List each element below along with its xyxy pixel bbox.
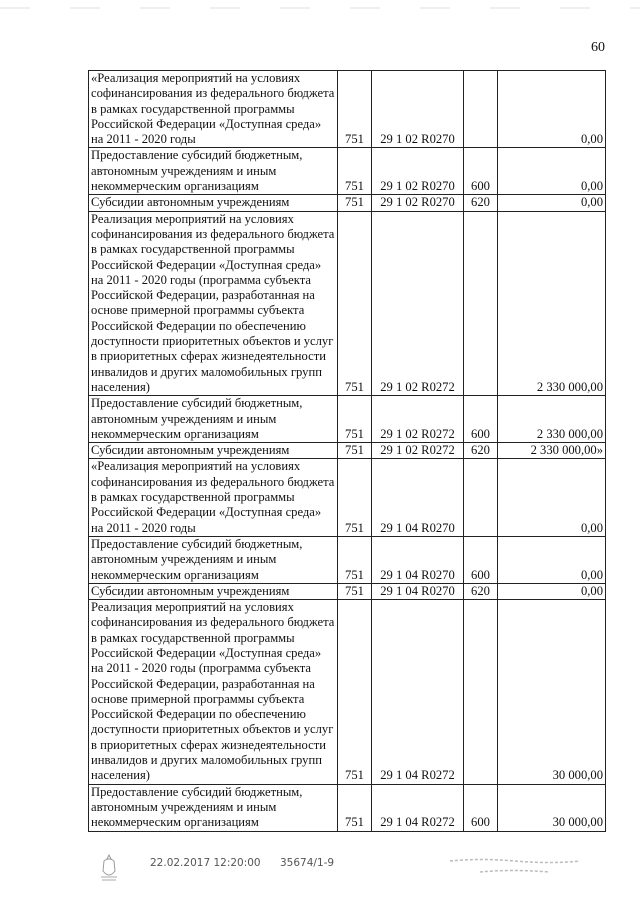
row-grbs-cell: 751 — [338, 396, 372, 443]
row-target-article-cell: 29 1 04 R0270 — [372, 459, 464, 536]
row-target-article-cell: 29 1 04 R0272 — [372, 784, 464, 831]
row-sum-cell: 30 000,00 — [498, 784, 606, 831]
row-name-cell: Субсидии автономным учреждениям — [89, 583, 338, 599]
footer-timestamp: 22.02.2017 12:20:00 — [150, 857, 261, 869]
registration-stamp — [440, 855, 590, 881]
row-name-cell: «Реализация мероприятий на условиях софинансирования из федерального бюджета в рамках государственной программы Российской Федерации «Доступная среда» на 2011 - 2020 годы — [89, 71, 338, 148]
row-sum-cell: 2 330 000,00» — [498, 443, 606, 459]
row-target-article-cell: 29 1 02 R0272 — [372, 211, 464, 396]
footer-doc-number: 35674/1-9 — [280, 857, 335, 869]
row-name-cell: Реализация мероприятий на условиях софинансирования из федерального бюджета в рамках государственной программы Российской Федерации «Доступная среда» на 2011 - 2020 годы (программа субъекта Российской Федерации, разработанная на основе примерной программы субъекта Российской Федерации по обеспечению доступности приоритетных объектов и услуг в приоритетных сферах жизнедеятельности инвалидов и других маломобильных групп населения) — [89, 211, 338, 396]
row-name-cell: Субсидии автономным учреждениям — [89, 443, 338, 459]
row-grbs-cell: 751 — [338, 443, 372, 459]
row-sum-cell: 0,00 — [498, 583, 606, 599]
row-name-cell: Реализация мероприятий на условиях софинансирования из федерального бюджета в рамках государственной программы Российской Федерации «Доступная среда» на 2011 - 2020 годы (программа субъекта Российской Федерации, разработанная на основе примерной программы субъекта Российской Федерации по обеспечению доступности приоритетных объектов и услуг в приоритетных сферах жизнедеятельности инвалидов и других маломобильных групп населения) — [89, 600, 338, 785]
row-target-article-cell: 29 1 02 R0272 — [372, 443, 464, 459]
row-expense-type-cell: 600 — [464, 784, 498, 831]
table-row — [89, 459, 606, 536]
row-name-cell: Субсидии автономным учреждениям — [89, 195, 338, 211]
table-row — [89, 195, 606, 211]
table-row — [89, 71, 606, 148]
row-name-cell: Предоставление субсидий бюджетным, автономным учреждениям и иным некоммерческим организациям — [89, 784, 338, 831]
row-grbs-cell: 751 — [338, 583, 372, 599]
table-row — [89, 583, 606, 599]
row-target-article-cell: 29 1 02 R0270 — [372, 148, 464, 195]
row-sum-cell: 0,00 — [498, 459, 606, 536]
row-name-cell: Предоставление субсидий бюджетным, автономным учреждениям и иным некоммерческим организациям — [89, 536, 338, 583]
row-grbs-cell: 751 — [338, 211, 372, 396]
row-expense-type-cell — [464, 211, 498, 396]
table-row — [89, 536, 606, 583]
table-row — [89, 600, 606, 785]
document-footer — [0, 857, 640, 897]
row-grbs-cell: 751 — [338, 536, 372, 583]
page-number: 60 — [591, 40, 605, 55]
row-sum-cell: 0,00 — [498, 195, 606, 211]
table-row — [89, 443, 606, 459]
row-expense-type-cell: 620 — [464, 583, 498, 599]
row-expense-type-cell — [464, 600, 498, 785]
row-expense-type-cell — [464, 71, 498, 148]
row-name-cell: Предоставление субсидий бюджетным, автономным учреждениям и иным некоммерческим организациям — [89, 396, 338, 443]
row-expense-type-cell: 600 — [464, 148, 498, 195]
row-sum-cell: 2 330 000,00 — [498, 396, 606, 443]
row-sum-cell: 0,00 — [498, 536, 606, 583]
row-name-cell: «Реализация мероприятий на условиях софинансирования из федерального бюджета в рамках государственной программы Российской Федерации «Доступная среда» на 2011 - 2020 годы — [89, 459, 338, 536]
row-name-cell: Предоставление субсидий бюджетным, автономным учреждениям и иным некоммерческим организациям — [89, 148, 338, 195]
table-row — [89, 211, 606, 396]
row-expense-type-cell: 620 — [464, 195, 498, 211]
row-target-article-cell: 29 1 04 R0270 — [372, 583, 464, 599]
row-sum-cell: 30 000,00 — [498, 600, 606, 785]
row-expense-type-cell — [464, 459, 498, 536]
row-grbs-cell: 751 — [338, 195, 372, 211]
scan-edge — [0, 0, 640, 8]
row-grbs-cell: 751 — [338, 148, 372, 195]
row-target-article-cell: 29 1 04 R0272 — [372, 600, 464, 785]
row-target-article-cell: 29 1 04 R0270 — [372, 536, 464, 583]
row-target-article-cell: 29 1 02 R0272 — [372, 396, 464, 443]
row-expense-type-cell: 600 — [464, 536, 498, 583]
row-sum-cell: 0,00 — [498, 148, 606, 195]
row-grbs-cell: 751 — [338, 71, 372, 148]
row-target-article-cell: 29 1 02 R0270 — [372, 71, 464, 148]
budget-table — [88, 70, 606, 832]
row-expense-type-cell: 600 — [464, 396, 498, 443]
table-row — [89, 396, 606, 443]
table-row — [89, 148, 606, 195]
table-row — [89, 784, 606, 831]
row-grbs-cell: 751 — [338, 459, 372, 536]
row-sum-cell: 2 330 000,00 — [498, 211, 606, 396]
row-sum-cell: 0,00 — [498, 71, 606, 148]
row-expense-type-cell: 620 — [464, 443, 498, 459]
row-grbs-cell: 751 — [338, 600, 372, 785]
row-grbs-cell: 751 — [338, 784, 372, 831]
row-target-article-cell: 29 1 02 R0270 — [372, 195, 464, 211]
coat-of-arms-icon — [98, 853, 120, 883]
